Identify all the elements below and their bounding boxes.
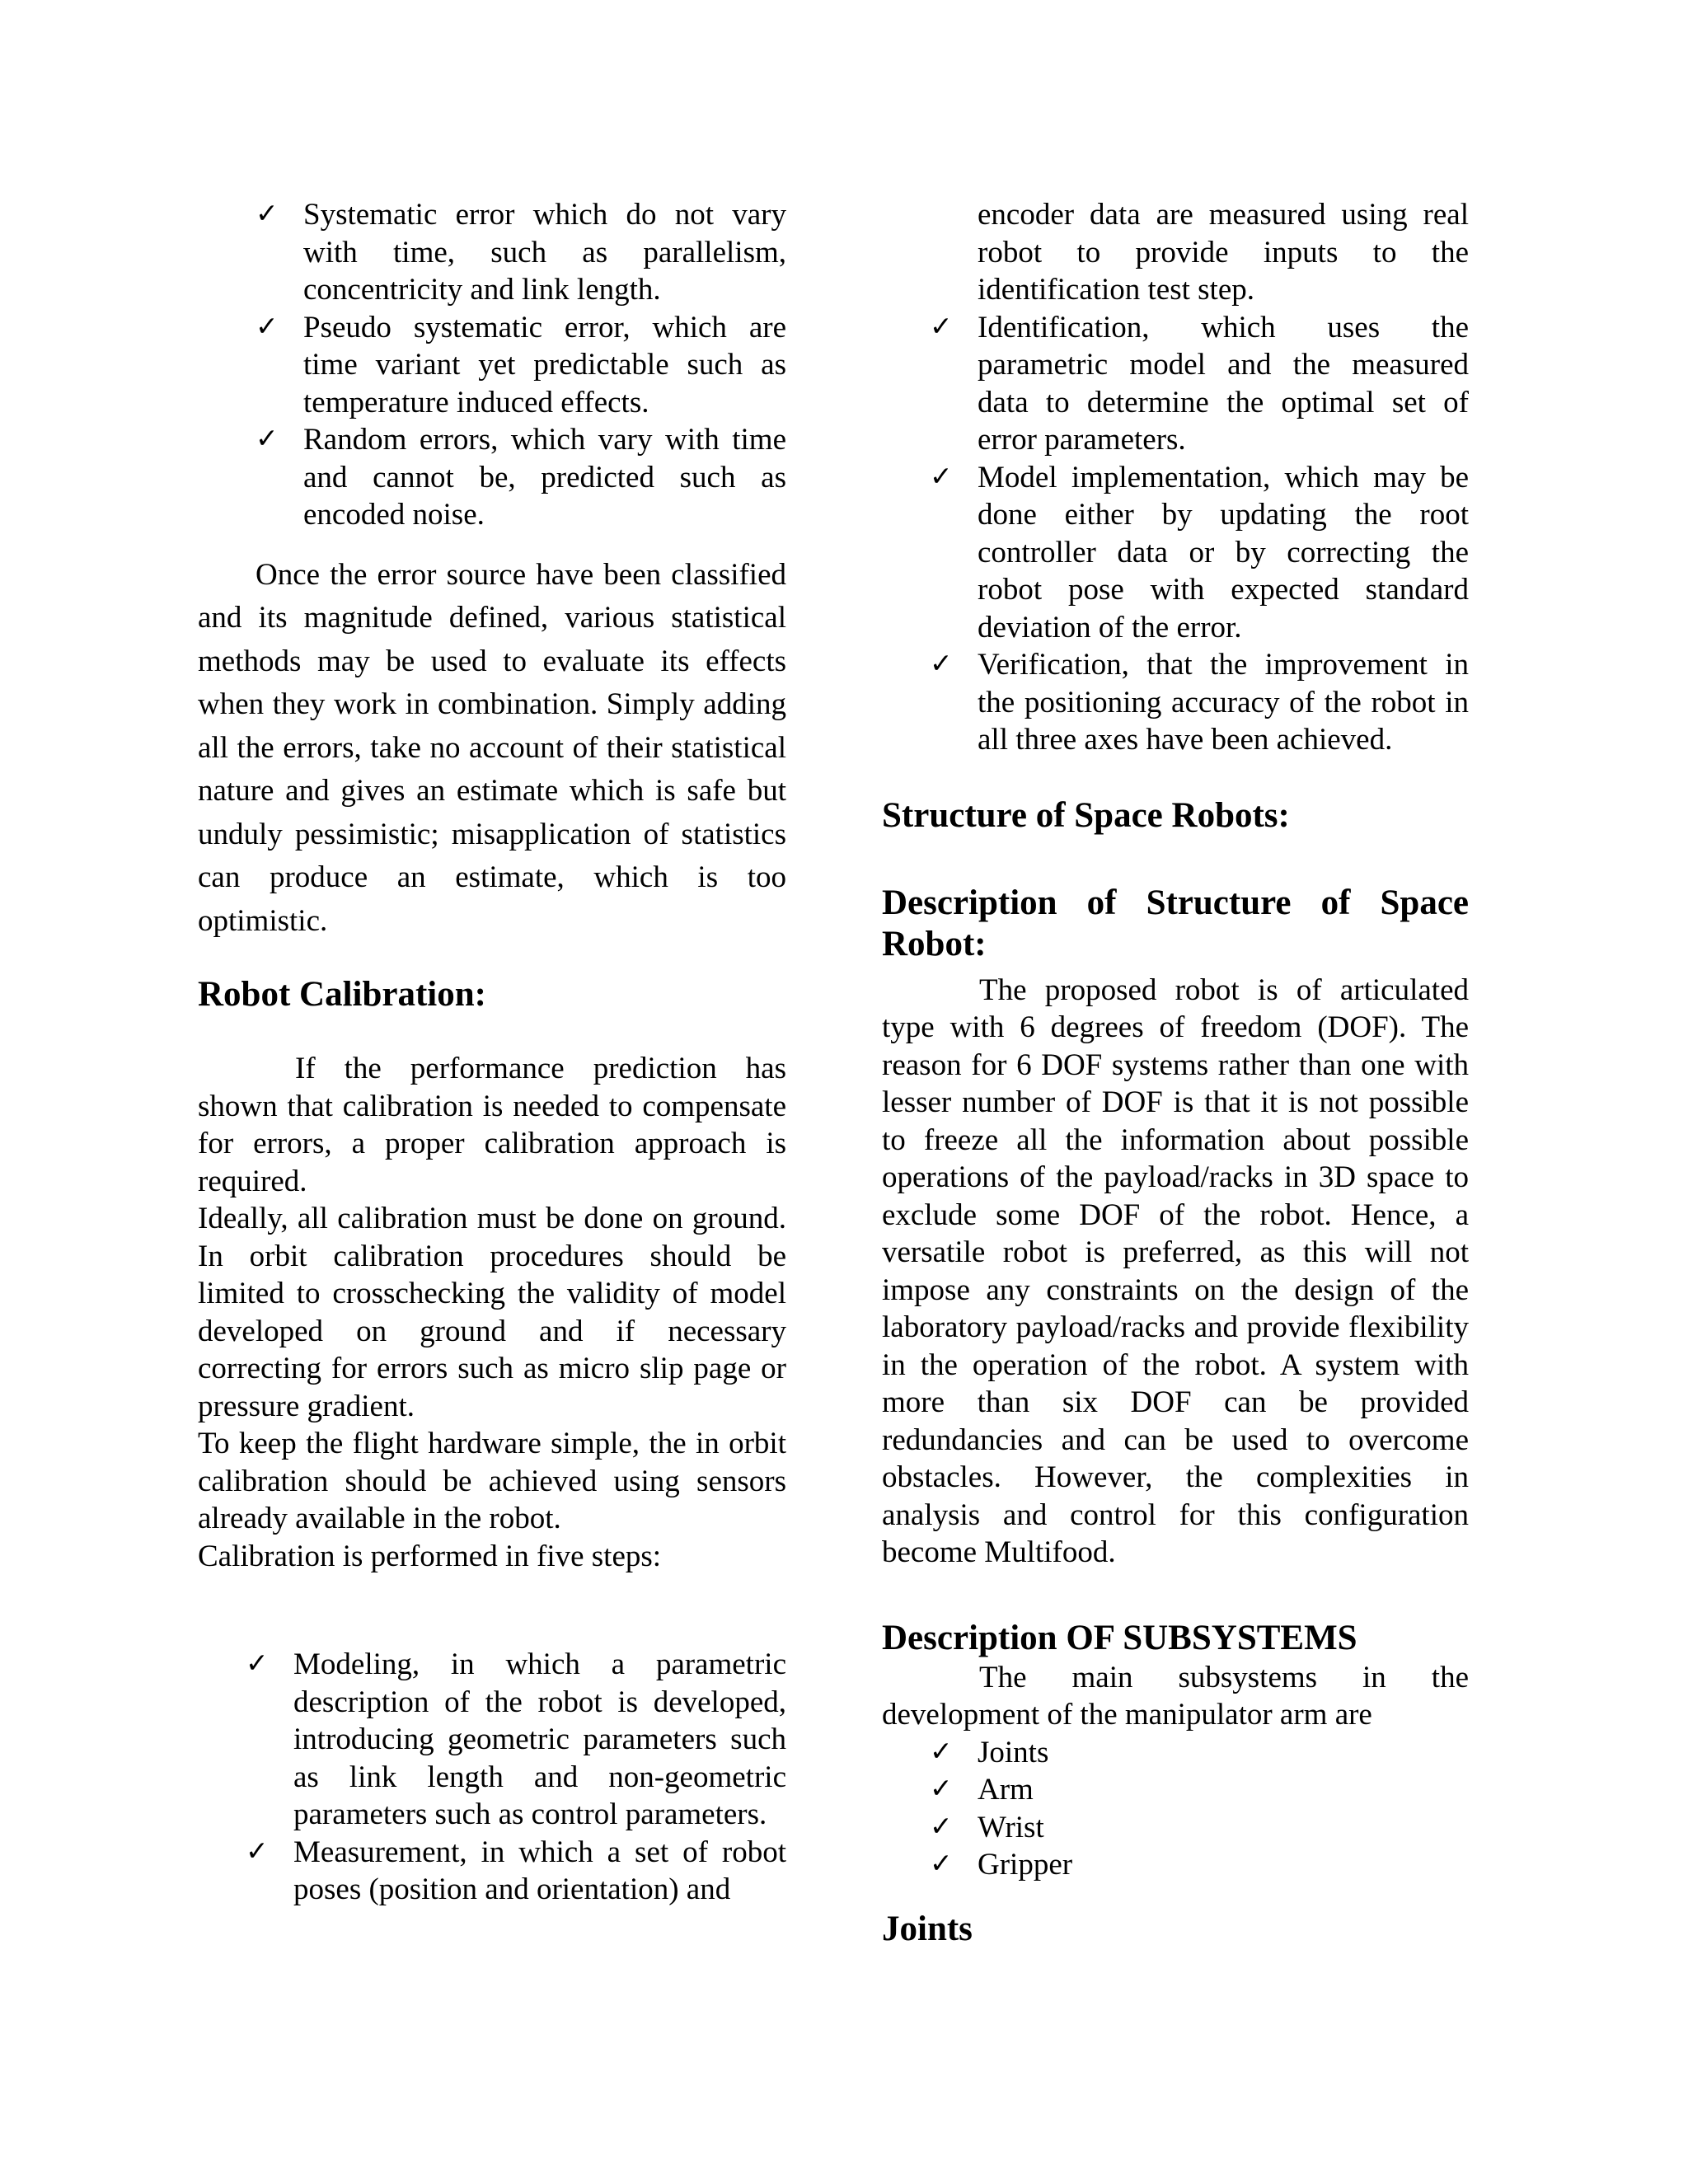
heading-joints: Joints bbox=[882, 1909, 973, 1948]
paragraph-subsystems: The main subsystems in the development of the manipulator arm are bbox=[882, 1660, 1469, 1732]
heading-structure-space-robots: Structure of Space Robots: bbox=[882, 795, 1290, 835]
checkmark-icon: ✓ bbox=[930, 462, 953, 492]
list-item: ✓ Wrist bbox=[882, 1809, 1469, 1847]
heading-subsystems: Description OF SUBSYSTEMS bbox=[882, 1618, 1357, 1657]
calibration-step-list bbox=[198, 1646, 786, 1909]
list-item: ✓ Modeling, in which a parametric description of the robot is developed, introducing geometric parameters such as link length and non-geometric parameters such as control parameters. bbox=[246, 1647, 786, 1831]
right-column bbox=[882, 196, 1469, 1950]
list-item: ✓ Systematic error which do not vary with time, such as parallelism, concentricity and link length. bbox=[256, 198, 786, 307]
list-item: ✓ Measurement, in which a set of robot poses (position and orientation) and bbox=[246, 1835, 786, 1906]
list-item: ✓ Model implementation, which may be done either by updating the root controller data or by correcting the robot pose with expected standard deviation of the error. bbox=[930, 460, 1469, 644]
checkmark-icon: ✓ bbox=[256, 199, 279, 229]
list-item: ✓ Joints bbox=[882, 1734, 1469, 1772]
paragraph-error-statistics: Once the error source have been classified and its magnitude defined, various statistical methods may be used to evaluate its effects when they work in combination. Simply adding all the errors, take no account of their statistical nature and gives an estimate which is safe but unduly pessimistic; misapplication of statistics can produce an estimate, which is too optimistic. bbox=[198, 557, 786, 938]
checkmark-icon: ✓ bbox=[256, 312, 279, 342]
left-column bbox=[198, 196, 786, 1909]
error-type-list bbox=[198, 196, 786, 534]
checkmark-icon: ✓ bbox=[930, 1811, 953, 1842]
list-item: ✓ Gripper bbox=[882, 1846, 1469, 1884]
paragraph-calibration-need: If the performance prediction has shown that calibration is needed to compensate for errors, a proper calibration approach is required. bbox=[198, 1052, 786, 1198]
list-item: ✓ Identification, which uses the parametric model and the measured data to determine the optimal set of error parameters. bbox=[930, 310, 1469, 457]
checkmark-icon: ✓ bbox=[246, 1836, 269, 1867]
list-item: ✓ Pseudo systematic error, which are time variant yet predictable such as temperature induced effects. bbox=[256, 310, 786, 419]
checkmark-icon: ✓ bbox=[930, 1736, 953, 1767]
checkmark-icon: ✓ bbox=[930, 312, 953, 342]
list-item: ✓ Random errors, which vary with time and cannot be, predicted such as encoded noise. bbox=[256, 423, 786, 532]
calibration-step-list-continued bbox=[882, 309, 1469, 759]
heading-description-structure: Description of Structure of Space Robot: bbox=[882, 883, 1469, 963]
list-item: ✓ Arm bbox=[882, 1771, 1469, 1809]
paragraph-five-steps: Calibration is performed in five steps: bbox=[198, 1539, 662, 1573]
subsystem-list bbox=[882, 1734, 1469, 1884]
heading-robot-calibration: Robot Calibration: bbox=[198, 975, 486, 1014]
checkmark-icon: ✓ bbox=[256, 424, 279, 454]
checkmark-icon: ✓ bbox=[930, 1849, 953, 1879]
paragraph-ground-calibration: Ideally, all calibration must be done on ground. In orbit calibration procedures should be limited to crosschecking the validity of model developed on ground and if necessary correcting for errors such as micro slip page or pressure gradient. bbox=[198, 1202, 786, 1423]
checkmark-icon: ✓ bbox=[930, 649, 953, 679]
list-item: ✓ Verification, that the improvement in the positioning accuracy of the robot in all three axes have been achieved. bbox=[930, 648, 1469, 757]
paragraph-flight-hardware: To keep the flight hardware simple, the in orbit calibration should be achieved using sensors already available in the robot. bbox=[198, 1427, 786, 1535]
list-continuation: encoder data are measured using real robot to provide inputs to the identification test step. bbox=[978, 198, 1469, 307]
checkmark-icon: ✓ bbox=[930, 1774, 953, 1804]
paragraph-robot-structure: The proposed robot is of articulated type with 6 degrees of freedom (DOF). The reason for 6 DOF systems rather than one with lesser number of DOF is that it is not possible to freeze all the information about possible operations of the payload/racks in 3D space to exclude some DOF of the robot. Hence, a versatile robot is preferred, as this will not impose any constraints on the design of the laboratory payload/racks and provide flexibility in the operation of the robot. A system with more than six DOF can be provided redundancies and can be used to overcome obstacles. However, the complexities in analysis and control for this configuration become Multifood. bbox=[882, 972, 1469, 1569]
checkmark-icon: ✓ bbox=[246, 1649, 269, 1679]
